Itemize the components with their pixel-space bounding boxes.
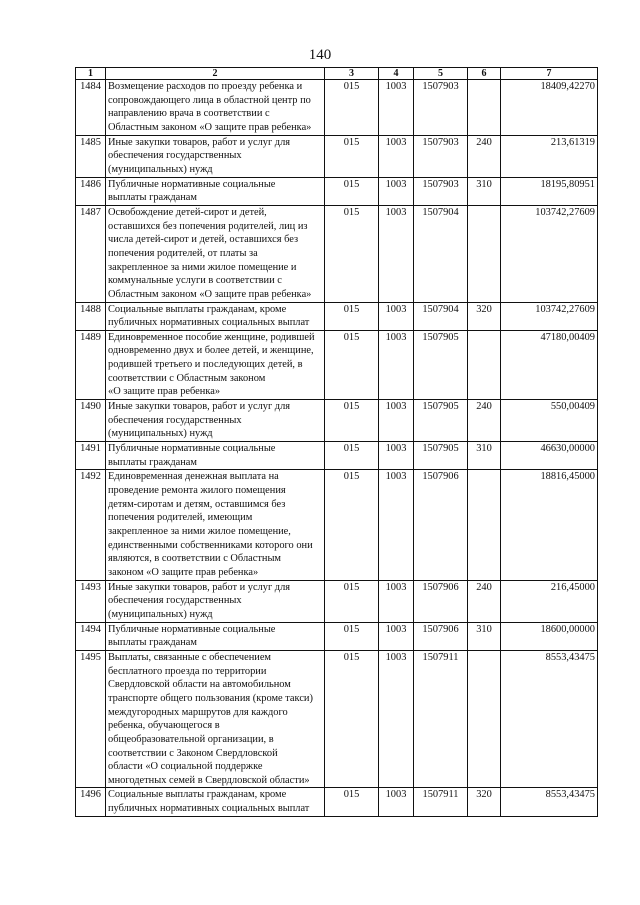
row-col-3: 015 — [325, 442, 379, 470]
row-col-3: 015 — [325, 622, 379, 650]
row-name-line: Иные закупки товаров, работ и услуг для — [108, 136, 291, 148]
table-row — [76, 580, 598, 622]
row-amount: 8553,43475 — [501, 650, 598, 788]
header-row — [76, 68, 598, 80]
row-name — [106, 330, 325, 399]
row-col-5: 1507911 — [414, 788, 468, 816]
row-col-4: 1003 — [379, 470, 414, 580]
row-col-4: 1003 — [379, 442, 414, 470]
row-number: 1493 — [76, 580, 106, 622]
table-row — [76, 205, 598, 302]
row-col-6 — [468, 205, 501, 302]
row-number: 1496 — [76, 788, 106, 816]
table-row — [76, 177, 598, 205]
row-name-line: Выплаты, связанные с обеспечением — [108, 651, 272, 663]
row-name-line: (муниципальных) нужд — [108, 428, 213, 440]
row-amount: 46630,00000 — [501, 442, 598, 470]
row-name-line: одновременно двух и более детей, и женщине, — [108, 345, 314, 357]
row-col-5: 1507905 — [414, 330, 468, 399]
row-name-line: Возмещение расходов по проезду ребенка и — [108, 81, 303, 92]
row-name-line: попечения родителей, от платы за — [108, 247, 258, 259]
row-number: 1495 — [76, 650, 106, 788]
row-col-5: 1507905 — [414, 442, 468, 470]
table-row — [76, 442, 598, 470]
row-number: 1484 — [76, 80, 106, 136]
row-name — [106, 788, 325, 816]
row-name-line: бесплатного проезда по территории — [108, 665, 267, 677]
row-name-line: сопровождающего лица в областной центр по — [108, 94, 311, 106]
row-name-line: (муниципальных) нужд — [108, 608, 213, 620]
row-col-6 — [468, 330, 501, 399]
row-col-5: 1507905 — [414, 400, 468, 442]
row-name-line: направлению врача в соответствии с — [108, 108, 270, 120]
row-number: 1491 — [76, 442, 106, 470]
budget-table — [75, 67, 598, 817]
row-col-5: 1507906 — [414, 580, 468, 622]
row-col-3: 015 — [325, 205, 379, 302]
row-name-line: Свердловской области на автомобильном — [108, 679, 291, 691]
row-name-line: родившей третьего и последующих детей, в — [108, 359, 303, 371]
row-name-line: выплаты гражданам — [108, 192, 197, 204]
row-name-line: Социальные выплаты гражданам, кроме — [108, 303, 287, 315]
row-col-6: 310 — [468, 442, 501, 470]
row-name-line: являются, в соответствии с Областным — [108, 553, 282, 565]
row-number: 1488 — [76, 302, 106, 330]
row-col-5: 1507903 — [414, 80, 468, 136]
table-row — [76, 80, 598, 136]
row-name — [106, 205, 325, 302]
row-number: 1490 — [76, 400, 106, 442]
row-name-line: Публичные нормативные социальные — [108, 443, 276, 455]
table-row — [76, 330, 598, 399]
row-col-3: 015 — [325, 580, 379, 622]
row-col-6 — [468, 80, 501, 136]
row-number: 1489 — [76, 330, 106, 399]
row-col-4: 1003 — [379, 580, 414, 622]
row-name-line: Областным законом «О защите прав ребенка» — [108, 121, 312, 133]
row-amount: 103742,27609 — [501, 205, 598, 302]
row-col-4: 1003 — [379, 622, 414, 650]
row-name-line: Областным законом «О защите прав ребенка» — [108, 288, 312, 300]
row-name-line: числа детей-сирот и детей, оставшихся без — [108, 234, 299, 246]
table-row — [76, 400, 598, 442]
row-col-6: 310 — [468, 622, 501, 650]
row-name-line: транспорте общего пользования (кроме такси) — [108, 692, 313, 704]
row-name-line: законом «О защите прав ребенка» — [108, 566, 259, 578]
row-col-5: 1507904 — [414, 205, 468, 302]
row-name-line: обеспечения государственных — [108, 414, 242, 426]
row-col-6: 240 — [468, 135, 501, 177]
row-amount: 550,00409 — [501, 400, 598, 442]
row-col-4: 1003 — [379, 788, 414, 816]
row-col-3: 015 — [325, 470, 379, 580]
row-name-line: закрепленное за ними жилое помещение, — [108, 526, 291, 537]
row-col-3: 015 — [325, 400, 379, 442]
row-col-5: 1507903 — [414, 177, 468, 205]
row-col-6: 240 — [468, 400, 501, 442]
row-amount: 18195,80951 — [501, 177, 598, 205]
header-col-2: 2 — [106, 68, 325, 80]
row-name-line: Единовременное пособие женщине, родившей — [108, 331, 315, 343]
row-name-line: обеспечения государственных — [108, 150, 242, 162]
row-name-line: «О защите прав ребенка» — [108, 386, 221, 398]
row-col-5: 1507906 — [414, 470, 468, 580]
header-col-6: 6 — [468, 68, 501, 80]
row-col-6: 320 — [468, 302, 501, 330]
header-col-4: 4 — [379, 68, 414, 80]
row-number: 1485 — [76, 135, 106, 177]
row-name — [106, 650, 325, 788]
row-amount: 18816,45000 — [501, 470, 598, 580]
row-amount: 8553,43475 — [501, 788, 598, 816]
row-col-4: 1003 — [379, 302, 414, 330]
row-name-line: Публичные нормативные социальные — [108, 178, 276, 190]
row-col-3: 015 — [325, 135, 379, 177]
row-col-5: 1507903 — [414, 135, 468, 177]
row-col-6: 240 — [468, 580, 501, 622]
row-number: 1494 — [76, 622, 106, 650]
row-name-line: публичных нормативных социальных выплат — [108, 317, 310, 329]
row-number: 1492 — [76, 470, 106, 580]
row-name-line: единственными собственниками которого они — [108, 539, 313, 551]
row-amount: 103742,27609 — [501, 302, 598, 330]
row-col-4: 1003 — [379, 400, 414, 442]
row-name — [106, 442, 325, 470]
header-col-7: 7 — [501, 68, 598, 80]
row-amount: 216,45000 — [501, 580, 598, 622]
row-name-line: общеобразовательной организации, в — [108, 733, 274, 745]
row-name-line: соответствии с Областным законом — [108, 372, 266, 384]
row-name-line: детям-сиротам и детям, оставшимся без — [108, 498, 286, 510]
row-name-line: (муниципальных) нужд — [108, 163, 213, 175]
table-row — [76, 135, 598, 177]
row-name-line: коммунальные услуги в соответствии с — [108, 275, 282, 287]
row-name-line: Иные закупки товаров, работ и услуг для — [108, 581, 291, 593]
row-col-6: 320 — [468, 788, 501, 816]
page-number: 140 — [308, 47, 332, 63]
row-name-line: закрепленное за ними жилое помещение и — [108, 261, 297, 273]
row-col-5: 1507911 — [414, 650, 468, 788]
row-name-line: междугородных маршрутов для каждого — [108, 706, 288, 718]
row-name-line: области «О социальной поддержке — [108, 761, 263, 773]
table-row — [76, 302, 598, 330]
row-amount: 213,61319 — [501, 135, 598, 177]
row-number: 1487 — [76, 205, 106, 302]
row-name-line: Иные закупки товаров, работ и услуг для — [108, 401, 291, 413]
row-col-3: 015 — [325, 302, 379, 330]
table-row — [76, 650, 598, 788]
row-name — [106, 580, 325, 622]
row-name — [106, 135, 325, 177]
row-col-3: 015 — [325, 330, 379, 399]
row-name-line: Социальные выплаты гражданам, кроме — [108, 789, 287, 801]
row-name-line: выплаты гражданам — [108, 456, 197, 468]
row-amount: 18409,42270 — [501, 80, 598, 136]
row-col-5: 1507906 — [414, 622, 468, 650]
row-col-6: 310 — [468, 177, 501, 205]
row-col-3: 015 — [325, 788, 379, 816]
row-name-line: выплаты гражданам — [108, 637, 197, 649]
row-name-line: Освобождение детей-сирот и детей, — [108, 206, 267, 218]
table-row — [76, 622, 598, 650]
row-amount: 18600,00000 — [501, 622, 598, 650]
row-number: 1486 — [76, 177, 106, 205]
row-name — [106, 80, 325, 136]
row-name-line: обеспечения государственных — [108, 595, 242, 607]
row-name-line: проведение ремонта жилого помещения — [108, 485, 286, 497]
table-row — [76, 788, 598, 816]
row-col-4: 1003 — [379, 177, 414, 205]
row-name-line: публичных нормативных социальных выплат — [108, 803, 310, 815]
row-col-3: 015 — [325, 650, 379, 788]
row-name-line: оставшихся без попечения родителей, лиц из — [108, 220, 308, 232]
row-amount: 47180,00409 — [501, 330, 598, 399]
row-name-line: соответствии с Законом Свердловской — [108, 747, 278, 759]
table-row — [76, 470, 598, 580]
row-col-3: 015 — [325, 80, 379, 136]
row-name-line: попечения родителей, имеющим — [108, 512, 253, 524]
row-name-line: ребенка, обучающегося в — [108, 720, 220, 732]
row-col-4: 1003 — [379, 330, 414, 399]
table-body — [76, 80, 598, 817]
row-name — [106, 622, 325, 650]
row-name-line: Единовременная денежная выплата на — [108, 471, 279, 483]
row-name — [106, 302, 325, 330]
row-name — [106, 400, 325, 442]
row-col-6 — [468, 650, 501, 788]
row-name-line: Публичные нормативные социальные — [108, 623, 276, 635]
row-name — [106, 470, 325, 580]
header-col-3: 3 — [325, 68, 379, 80]
header-col-5: 5 — [414, 68, 468, 80]
row-name-line: многодетных семей в Свердловской области» — [108, 774, 310, 786]
header-col-1: 1 — [76, 68, 106, 80]
row-col-4: 1003 — [379, 650, 414, 788]
row-col-4: 1003 — [379, 80, 414, 136]
row-name — [106, 177, 325, 205]
row-col-6 — [468, 470, 501, 580]
row-col-3: 015 — [325, 177, 379, 205]
row-col-5: 1507904 — [414, 302, 468, 330]
row-col-4: 1003 — [379, 205, 414, 302]
row-col-4: 1003 — [379, 135, 414, 177]
